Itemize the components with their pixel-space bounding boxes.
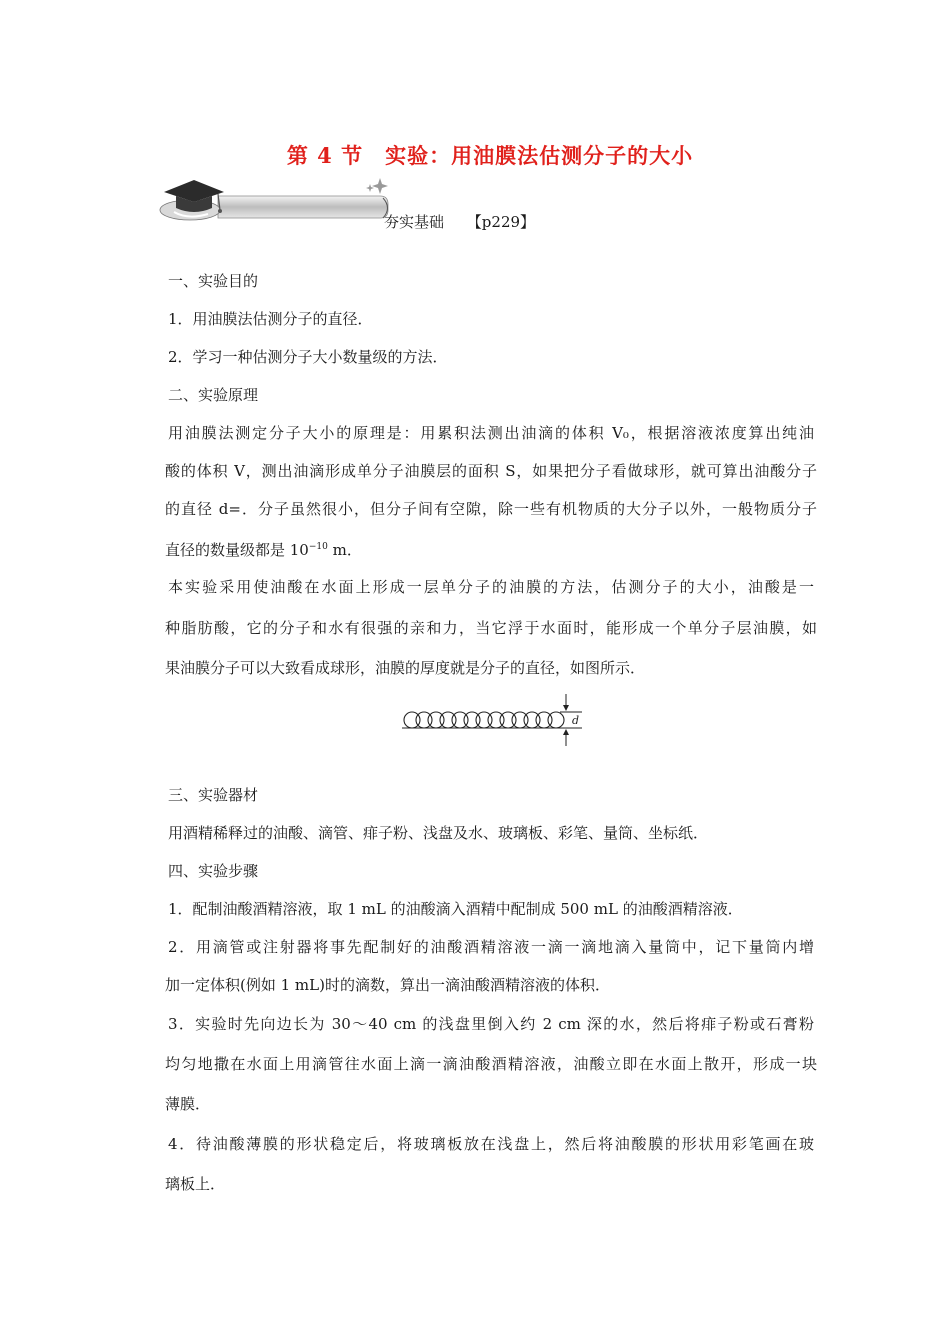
section-heading: 四、实验步骤 [168,862,259,880]
page-reference: 【p229】 [466,213,536,231]
paragraph-line: 用油膜法测定分子大小的原理是：用累积法测出油滴的体积 V₀，根据溶液浓度算出纯油 [168,424,814,442]
list-item: 璃板上． [165,1175,226,1193]
list-item: 1．用油膜法估测分子的直径． [168,310,373,328]
page-title: 第 4 节 实验：用油膜法估测分子的大小 [286,143,694,168]
paragraph-line [165,528,814,566]
list-item: 均匀地撒在水面上用滴管往水面上滴一滴油酸酒精溶液，油酸立即在水面上散开，形成一块 [165,1055,817,1073]
section-heading: 二、实验原理 [168,386,259,404]
text-span: 直径的数量级都是 10 [165,541,309,559]
list-item: 1．配制油酸酒精溶液，取 1 mL 的油酸滴入酒精中配制成 500 mL 的油酸酒精溶液． [168,900,743,918]
section-heading: 三、实验器材 [168,786,259,804]
section-banner [158,170,408,230]
thickness-label: d [572,714,580,727]
list-item: 3．实验时先向边长为 30～40 cm 的浅盘里倒入约 2 cm 深的水，然后将痱子粉或石膏粉 [168,1015,814,1033]
paragraph-line: 酸的体积 V，测出油滴形成单分子油膜层的面积 S，如果把分子看做球形，就可算出油酸分子 [165,462,817,480]
list-item: 加一定体积(例如 1 mL)时的滴数，算出一滴油酸酒精溶液的体积． [165,976,610,994]
list-item: 2．学习一种估测分子大小数量级的方法． [168,348,448,366]
paragraph-line: 果油膜分子可以大致看成球形，油膜的厚度就是分子的直径，如图所示． [165,659,646,677]
list-item: 4．待油酸薄膜的形状稳定后，将玻璃板放在浅盘上，然后将油酸膜的形状用彩笔画在玻 [168,1135,814,1153]
paragraph-line: 种脂肪酸，它的分子和水有很强的亲和力，当它浮于水面时，能形成一个单分子层油膜，如 [165,619,817,637]
paragraph-line: 用酒精稀释过的油酸、滴管、痱子粉、浅盘及水、玻璃板、彩笔、量筒、坐标纸． [168,824,709,842]
sparkle-icon [366,178,388,194]
section-heading: 一、实验目的 [168,272,259,290]
banner-label [384,211,535,232]
molecule-circles [404,712,564,728]
oil-film-figure [400,690,590,750]
graduation-cap-icon [160,180,224,220]
paragraph-line: 本实验采用使油酸在水面上形成一层单分子的油膜的方法，估测分子的大小，油酸是一 [168,578,814,596]
paragraph-line: 的直径 d=．分子虽然很小，但分子间有空隙，除一些有机物质的大分子以外，一般物质分子 [165,500,817,518]
banner-text: 夯实基础 [384,213,445,231]
exponent: −10 [308,542,328,552]
list-item: 薄膜． [165,1095,211,1113]
text-span: m． [327,541,362,559]
list-item: 2．用滴管或注射器将事先配制好的油酸酒精溶液一滴一滴地滴入量筒中，记下量筒内增 [168,938,814,956]
